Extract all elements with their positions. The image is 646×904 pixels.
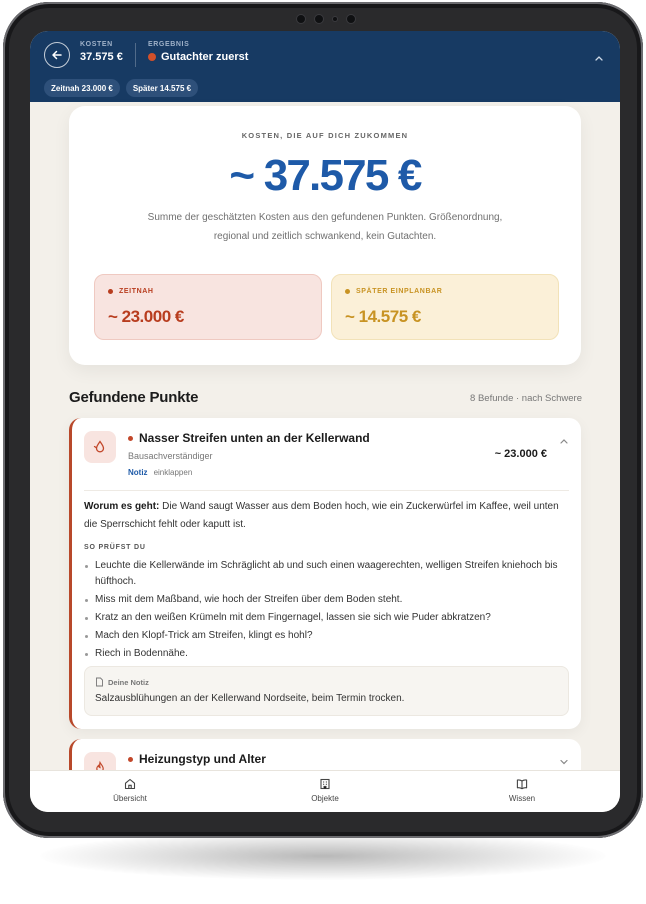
note-text: Salzausblühungen an der Kellerwand Nordseite, beim Termin trocken. [95, 693, 405, 704]
nav-label: Wissen [508, 794, 536, 803]
findings-title: Gefundene Punkte [69, 389, 199, 406]
header-result-value: Gutachter zuerst [161, 51, 249, 63]
soon-dot [108, 289, 113, 294]
list-item: Kratz an den weißen Krümeln mit dem Fingernagel, lassen sie sich wie Puder abkratzen? [84, 610, 568, 626]
device-shadow [40, 832, 606, 880]
finding-title-2[interactable] [128, 752, 266, 766]
explanation-label: Worum es geht: [84, 501, 160, 512]
cost-summary-card [69, 106, 581, 365]
note-caption-text: Deine Notiz [108, 677, 149, 687]
back-button[interactable] [44, 42, 70, 68]
moisture-icon [84, 431, 116, 463]
tablet-frame [3, 2, 643, 838]
home-icon [123, 777, 137, 791]
book-icon [515, 777, 529, 791]
explanation-text: Die Wand saugt Wasser aus dem Boden hoch, wie ein Zuckerwürfel im Kaffee, weil unten die Sperrschicht fehlt oder kaputt ist. [84, 501, 559, 530]
summary-description: Summe der geschätzten Kosten aus den gefundenen Punkten. Größenordnung, regional und zeitlich schwankend, kein Gutachten. [147, 212, 503, 242]
soon-cost-box [94, 274, 322, 340]
chip-soon[interactable]: Zeitnah 23.000 € [44, 79, 120, 97]
severity-dot [128, 436, 133, 441]
nav-overview[interactable] [80, 777, 180, 803]
sensor-dot-2 [347, 15, 355, 23]
finding-actions [128, 468, 192, 477]
soon-label-text: ZEITNAH [119, 288, 154, 295]
nav-label: Objekte [311, 794, 339, 803]
bottom-navigation [30, 770, 620, 812]
finding-explanation [84, 498, 568, 534]
finding-title-2-text: Heizungstyp und Alter [139, 752, 266, 766]
summary-caption: KOSTEN, DIE AUF DICH ZUKOMMEN [241, 131, 409, 140]
camera-bar [271, 11, 381, 27]
later-cost-box [331, 274, 559, 340]
nav-objects[interactable] [275, 777, 375, 803]
sensor-dot [297, 15, 305, 23]
drop-icon [92, 439, 108, 455]
soon-label [108, 288, 154, 295]
indicator-dot [333, 17, 337, 21]
list-item: Riech in Bodennähe. [84, 646, 568, 662]
divider [84, 490, 569, 491]
chevron-up-icon [559, 437, 569, 445]
status-dot [148, 53, 156, 61]
header-collapse-button[interactable] [594, 49, 604, 67]
chevron-up-icon [594, 54, 604, 62]
header-result-caption: ERGEBNIS [148, 41, 190, 48]
finding-card [69, 418, 581, 729]
document-icon [95, 677, 104, 687]
chip-later[interactable]: Später 14.575 € [126, 79, 198, 97]
finding-title[interactable] [128, 431, 370, 445]
nav-label: Übersicht [113, 794, 147, 803]
later-label-text: SPÄTER EINPLANBAR [356, 288, 443, 295]
list-item: Mach den Klopf-Trick am Streifen, klingt es hohl? [84, 628, 568, 644]
header-cost [80, 41, 123, 63]
header-result [148, 41, 248, 63]
check-list [84, 558, 568, 664]
arrow-left-icon [51, 49, 63, 61]
later-dot [345, 289, 350, 294]
note-link[interactable]: Notiz [128, 468, 148, 477]
header-bar [30, 31, 620, 102]
app-screen [30, 31, 620, 812]
soon-value: ~ 23.000 € [108, 307, 184, 326]
later-value: ~ 14.575 € [345, 307, 421, 326]
header-cost-value: 37.575 € [80, 51, 123, 63]
header-result [148, 51, 248, 63]
later-label [345, 288, 442, 295]
header-cost-caption: KOSTEN [80, 41, 113, 48]
finding-expand-button[interactable] [559, 753, 569, 771]
finding-collapse-button[interactable] [559, 432, 569, 450]
camera-dot [315, 15, 323, 23]
cost-chips [44, 79, 198, 97]
list-item: Miss mit dem Maßband, wie hoch der Streifen über dem Boden steht. [84, 592, 568, 608]
note-box[interactable] [84, 666, 569, 716]
collapse-link[interactable]: einklappen [153, 468, 193, 477]
severity-dot [128, 757, 133, 762]
summary-amount: ~ 37.575 € [229, 151, 421, 200]
header-divider [135, 43, 136, 67]
building-icon [318, 777, 332, 791]
nav-knowledge[interactable] [472, 777, 572, 803]
finding-expert: Bausachverständiger [128, 451, 213, 461]
findings-meta: 8 Befunde · nach Schwere [470, 393, 582, 404]
finding-amount: ~ 23.000 € [494, 448, 547, 460]
list-item: Leuchte die Kellerwände im Schräglicht ab und such einen waagerechten, welligen Streifen kniehoch bis hüfthoch. [84, 558, 568, 590]
note-caption [95, 677, 149, 687]
chevron-down-icon [559, 758, 569, 766]
check-caption: SO PRÜFST DU [84, 544, 146, 551]
finding-title-text: Nasser Streifen unten an der Kellerwand [139, 431, 370, 445]
